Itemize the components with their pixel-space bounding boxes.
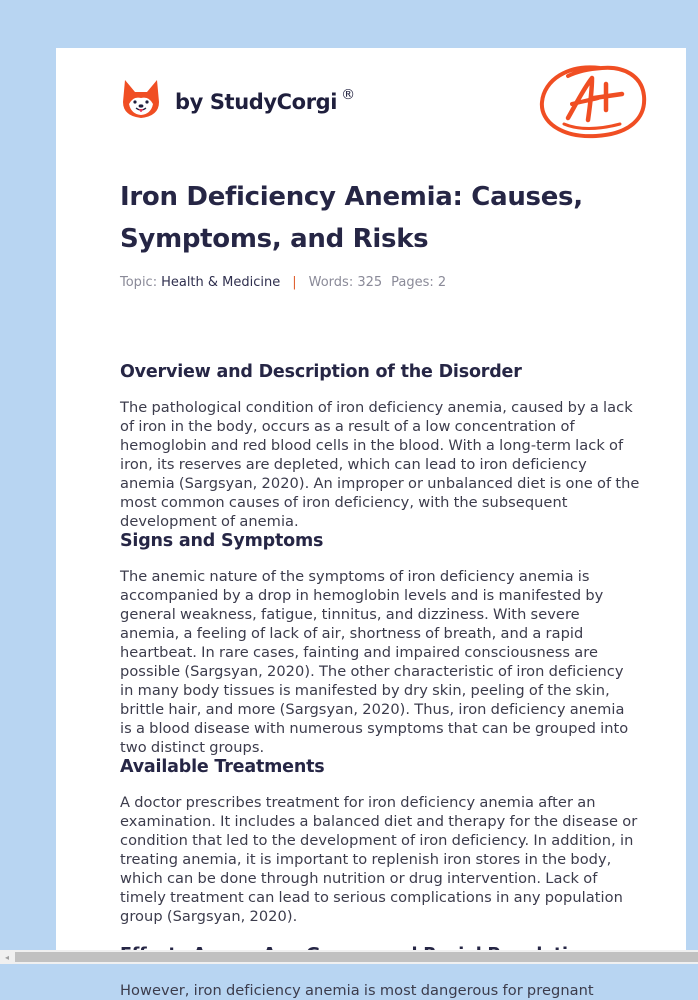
section-body-signs-symptoms: The anemic nature of the symptoms of iron deficiency anemia is accompanied by a drop in hemoglobin levels and is manifested by general weakness, fatigue, tinnitus, and dizziness. With severe anemia, a feeling of lack of air, shortness of breath, and a rapid heartbeat. In rare cases, fainting and impaired consciousness are possible (Sargsyan, 2020). The other characteristic of iron deficiency in many body tissues is manifested by dry skin, peeling of the skin, brittle hair, and more (Sargsyan, 2020). Thus, iron deficiency anemia is a blood disease with numerous symptoms that can be grouped into two distinct groups. (120, 568, 629, 756)
section-heading-signs-symptoms: Signs and Symptoms (120, 531, 324, 551)
section-body-effects: However, iron deficiency anemia is most dangerous for pregnant (120, 982, 594, 999)
topic-link[interactable]: Health & Medicine (161, 274, 281, 290)
section-heading-overview: Overview and Description of the Disorder (120, 362, 522, 382)
registered-mark: ® (341, 87, 355, 103)
word-count: Words: 325 (308, 274, 383, 290)
section-body-treatments: A doctor prescribes treatment for iron deficiency anemia after an examination. It includes a balanced diet and therapy for the disease or condition that led to the development of iron deficiency. In addition, in treating anemia, it is important to replenish iron stores in the body, which can be done through nutrition or drug intervention. Lack of timely treatment can lead to serious complications in any population group (Sargsyan, 2020). (120, 794, 638, 925)
scroll-left-arrow-icon[interactable]: ◂ (4, 952, 9, 962)
horizontal-scrollbar[interactable] (0, 950, 698, 964)
section-heading-treatments: Available Treatments (120, 757, 325, 777)
meta-separator: | (292, 274, 297, 290)
document-title: Iron Deficiency Anemia: Causes, Symptoms, and Risks (120, 182, 583, 254)
topic-label: Topic: (120, 274, 158, 290)
document-meta (120, 272, 640, 292)
document-page (56, 48, 686, 999)
brand-name-text: by StudyCorgi (175, 90, 338, 114)
section-body-overview: The pathological condition of iron deficiency anemia, caused by a lack of iron in the body, occurs as a result of a low concentration of hemoglobin and red blood cells in the blood. With a long-term lack of iron, its reserves are depleted, which can lead to iron deficiency anemia (Sargsyan, 2020). An improper or unbalanced diet is one of the most common causes of iron deficiency, with the subsequent development of anemia. (120, 399, 640, 530)
page-header (56, 48, 686, 158)
document-content (120, 176, 640, 999)
scrollbar-thumb[interactable] (15, 952, 698, 962)
brand-name (175, 87, 355, 114)
corgi-logo-icon (121, 76, 161, 120)
grade-badge (538, 58, 650, 147)
studycorgi-logo[interactable] (121, 76, 355, 120)
a-plus-grade-icon (538, 58, 650, 142)
page-count: Pages: 2 (391, 274, 447, 290)
